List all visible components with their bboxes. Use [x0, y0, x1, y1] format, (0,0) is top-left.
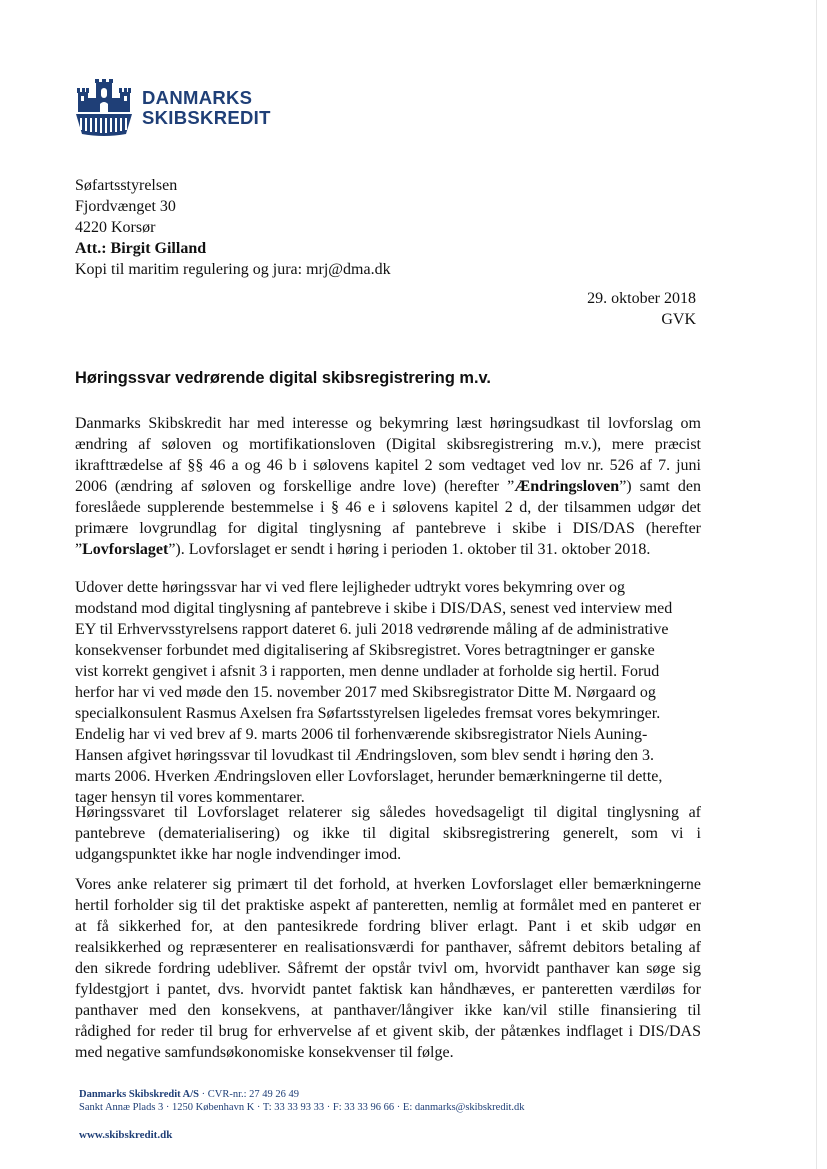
text-fragment: ”). Lovforslaget er sendt i høring i perioden 1. oktober til 31. oktober 2018. [168, 541, 651, 558]
footer-website-link[interactable]: www.skibskredit.dk [79, 1129, 173, 1141]
paragraph-4 [75, 874, 701, 1063]
castle-crest-icon [74, 78, 134, 138]
text-line: den sikrede fordring udebliver. Såfremt der opstår tvivl om, hvorvidt panthaver kan søge sig [75, 960, 701, 977]
text-line: Hansen afgivet høringssvar til lovudkast til Ændringsloven, som blev sendt i høring den 3. [75, 747, 655, 764]
letter-initials: GVK [661, 311, 696, 328]
footer-company-line [79, 1088, 525, 1101]
text-line: ikrafttrædelse af §§ 46 a og 46 b i sølovens kapitel 2 som vedtaget ved lov nr. 526 af 7. juni [75, 457, 701, 474]
footer-address: Sankt Annæ Plads 3 · 1250 København K · T: 33 33 93 33 · F: 33 33 96 66 · E: danmarks@skibskredit.dk [79, 1102, 525, 1113]
logo-wordmark [142, 88, 271, 128]
text-line: udgangspunktet ikke har nogle indvendinger imod. [75, 846, 402, 863]
text-fragment: 2006 (ændring af søloven og forskellige andre love) (herefter ” [75, 478, 515, 495]
text-line: panthaver med den konsekvens, at panthaver/långiver ikke kan/vil stille finansiering til [75, 1002, 701, 1019]
text-line: vist korrekt gengivet i afsnit 3 i rapporten, men denne undlader at forholde sig hertil. Forud [75, 663, 660, 680]
text-line: ændring af søloven og mortifikationsloven (Digital skibsregistrering m.v.), mere præcist [75, 436, 701, 453]
text-line: Høringssvaret til Lovforslaget relaterer sig således hovedsageligt til digital tinglysning af [75, 804, 701, 821]
text-line: fyldestgjort i pantet, dvs. hvorvidt pantet faktisk kan håndhæves, er panteretten værdiløs for [75, 981, 701, 998]
text-line: Endelig har vi ved brev af 9. marts 2006 til forhenværende skibsregistrator Niels Auning- [75, 726, 648, 743]
letter-footer [79, 1088, 525, 1142]
text-line: rådighed for reder til brug for erhvervelse af et givent skib, der påtænkes indflaget i DIS/DAS [75, 1023, 701, 1040]
letter-subject: Høringssvar vedrørende digital skibsregistrering m.v. [75, 369, 491, 387]
text-line: at få sikkerhed for, at den pantesikrede fordring bliver erlagt. Pant i et skib udgør en [75, 918, 701, 935]
recipient-name: Søfartsstyrelsen [75, 177, 178, 194]
text-line: marts 2006. Hverken Ændringsloven eller Lovforslaget, herunder bemærkningerne til dette, [75, 768, 663, 785]
recipient-attention: Att.: Birgit Gilland [75, 240, 207, 257]
paragraph-3 [75, 802, 701, 865]
text-line: Danmarks Skibskredit har med interesse og bekymring læst høringsudkast til lovforslag om [75, 415, 701, 432]
text-line [75, 476, 701, 497]
page-edge [816, 0, 817, 1169]
bold-term: Ændringsloven [514, 478, 620, 495]
text-line [75, 539, 701, 560]
text-line: foreslåede supplerende bestemmelse i § 46 e i sølovens kapitel 2 d, der tilsammen udgør det [75, 499, 701, 516]
text-fragment: ” [75, 541, 83, 558]
letter-date: 29. oktober 2018 [587, 290, 696, 307]
text-line: tager hensyn til vores kommentarer. [75, 789, 305, 806]
letter-date-block [587, 288, 696, 330]
logo-line-1: DANMARKS [142, 87, 253, 108]
text-line: Vores anke relaterer sig primært til det forhold, at hverken Lovforslaget eller bemærkningerne [75, 876, 701, 893]
text-line: realsikkerhed og repræsenterer en realisationsværdi for panthaver, såfremt debitors betaling af [75, 939, 701, 956]
recipient-street: Fjordvænget 30 [75, 198, 176, 215]
text-line: EY til Erhvervsstyrelsens rapport dateret 6. juli 2018 vedrørende måling af de administrative [75, 621, 669, 638]
recipient-address [75, 175, 391, 280]
text-line: med negative samfundsøkonomiske konsekvenser til følge. [75, 1044, 454, 1061]
text-fragment: ”) samt den [619, 478, 702, 495]
text-line: pantebreve (dematerialisering) og ikke til digital skibsregistrering generelt, som vi i [75, 825, 701, 842]
footer-cvr: · CVR-nr.: 27 49 26 49 [199, 1089, 300, 1100]
bold-term: Lovforslaget [82, 541, 169, 558]
recipient-copy: Kopi til maritim regulering og jura: mrj@dma.dk [75, 261, 391, 278]
text-line: hertil forholder sig til det praktiske aspekt af panteretten, nemlig at formålet med en panteret er [75, 897, 701, 914]
footer-company: Danmarks Skibskredit A/S [79, 1089, 200, 1100]
text-line: specialkonsulent Rasmus Axelsen fra Søfartsstyrelsen ligeledes fremsat vores bekymringer. [75, 705, 661, 722]
text-line: konsekvenser forbundet med digitalisering af Skibsregistret. Vores betragtninger er ganske [75, 642, 655, 659]
text-line: primære lovgrundlag for digital tinglysning af pantebreve i skibe i DIS/DAS (herefter [75, 520, 701, 537]
company-logo [74, 78, 271, 138]
text-line: modstand mod digital tinglysning af pantebreve i skibe i DIS/DAS, senest ved interview med [75, 600, 673, 617]
text-line: Udover dette høringssvar har vi ved flere lejligheder udtrykt vores bekymring over og [75, 579, 626, 596]
paragraph-1 [75, 413, 701, 560]
text-line: herfor har vi ved møde den 15. november 2017 med Skibsregistrator Ditte M. Nørgaard og [75, 684, 656, 701]
paragraph-2 [75, 577, 701, 808]
logo-line-2: SKIBSKREDIT [142, 107, 271, 128]
recipient-city: 4220 Korsør [75, 219, 156, 236]
